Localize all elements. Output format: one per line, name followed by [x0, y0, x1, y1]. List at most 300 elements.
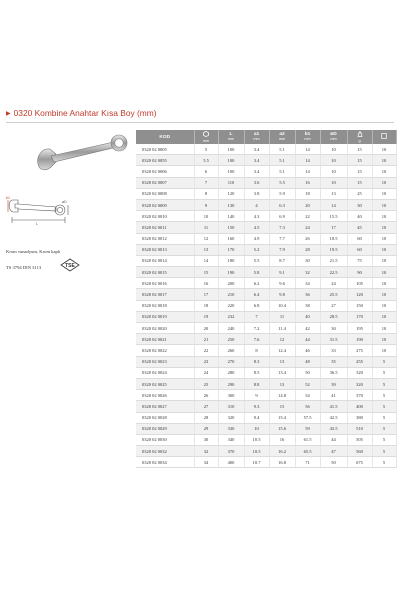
table-cell: 25 [347, 188, 372, 199]
table-cell: 5 [372, 367, 396, 378]
table-cell: 10 [372, 267, 396, 278]
table-cell: 26 [295, 233, 320, 244]
table-cell: 10 [372, 199, 396, 210]
table-cell: 3.4 [244, 155, 269, 166]
table-cell: 232 [218, 311, 244, 322]
product-code-cell: 0320 02 0030 [136, 434, 194, 445]
table-cell: 15 [194, 267, 218, 278]
table-cell: 340 [218, 434, 244, 445]
table-cell: 30 [295, 255, 320, 266]
table-cell: 24 [194, 367, 218, 378]
product-code-cell: 0320 02 0008 [136, 188, 194, 199]
table-cell: 10 [372, 300, 396, 311]
table-row [136, 278, 396, 289]
product-code-cell: 0320 02 0014 [136, 255, 194, 266]
column-header-unit: mm [227, 137, 235, 141]
product-code-cell: 0320 02 0015 [136, 267, 194, 278]
table-cell: 220 [218, 300, 244, 311]
table-cell: 5 [372, 412, 396, 423]
table-cell: 5.5 [269, 177, 295, 188]
column-header-unit: mm [304, 137, 311, 141]
table-cell: 5 [372, 378, 396, 389]
package-box-icon [381, 133, 387, 139]
table-cell: 5.2 [244, 244, 269, 255]
table-row [136, 188, 396, 199]
table-cell: 11 [269, 311, 295, 322]
table-row [136, 233, 396, 244]
table-cell: 28 [295, 244, 320, 255]
table-cell: 42 [295, 323, 320, 334]
table-cell: 4.5 [244, 222, 269, 233]
table-cell: 180 [218, 255, 244, 266]
table-cell: 14 [295, 144, 320, 155]
table-cell: 150 [218, 222, 244, 233]
table-cell: 65.5 [295, 446, 320, 457]
product-code-cell: 0320 02 0012 [136, 233, 194, 244]
table-cell: 8.8 [244, 378, 269, 389]
table-cell: 60 [347, 233, 372, 244]
table-cell: 14.8 [269, 390, 295, 401]
table-cell: 240 [218, 323, 244, 334]
column-header-label: b1 [304, 132, 311, 137]
table-cell: 32 [194, 446, 218, 457]
table-row [136, 356, 396, 367]
table-cell: 195 [347, 323, 372, 334]
table-cell: 505 [347, 434, 372, 445]
specification-table [136, 130, 397, 468]
table-cell: 10 [372, 177, 396, 188]
table-cell: 250 [218, 334, 244, 345]
table-cell: 16 [269, 434, 295, 445]
table-cell: 10 [320, 166, 347, 177]
table-row [136, 199, 396, 210]
table-cell: 100 [218, 144, 244, 155]
product-code-cell: 0320 02 0021 [136, 334, 194, 345]
table-cell: 16.8 [269, 457, 295, 468]
table-cell: 16 [194, 278, 218, 289]
hex-size-icon [203, 131, 209, 137]
table-cell: 10 [372, 255, 396, 266]
table-cell: 22.5 [320, 267, 347, 278]
table-cell: 16.2 [269, 446, 295, 457]
table-cell: 22 [295, 211, 320, 222]
table-cell: 5 [372, 356, 396, 367]
table-cell: 3.4 [244, 144, 269, 155]
table-cell: 10 [372, 222, 396, 233]
table-cell: 5 [372, 423, 396, 434]
table-row [136, 244, 396, 255]
table-cell: 105 [347, 278, 372, 289]
table-cell: 5 [372, 446, 396, 457]
column-header-unit: mm [202, 138, 210, 143]
table-cell: 5.1 [269, 144, 295, 155]
table-cell: 43.5 [320, 423, 347, 434]
product-code-cell: 0320 02 0028 [136, 412, 194, 423]
table-row [136, 434, 396, 445]
table-cell: 5.1 [269, 155, 295, 166]
table-cell: 310 [218, 401, 244, 412]
table-cell: 60 [347, 244, 372, 255]
table-cell: 6.2 [244, 278, 269, 289]
product-code-cell: 0320 02 0020 [136, 323, 194, 334]
weight-icon [357, 131, 363, 137]
product-title-text: 0320 Kombine Anahtar Kısa Boy (mm) [13, 108, 157, 118]
table-cell: 190 [218, 267, 244, 278]
table-cell: 10 [372, 155, 396, 166]
table-cell: 52 [295, 378, 320, 389]
table-cell: 10 [372, 166, 396, 177]
product-code-cell: 0320 02 0017 [136, 289, 194, 300]
table-cell: 675 [347, 457, 372, 468]
column-header-label: a1 [253, 132, 260, 137]
table-row [136, 446, 396, 457]
table-cell: 25 [194, 378, 218, 389]
table-cell: 5.9 [269, 188, 295, 199]
column-header-8 [372, 130, 396, 144]
table-cell: 9 [194, 199, 218, 210]
table-cell: 42.5 [320, 412, 347, 423]
product-code-cell: 0320 02 0006 [136, 166, 194, 177]
table-cell: 16 [295, 177, 320, 188]
table-cell: 13 [320, 188, 347, 199]
table-cell: 11.4 [269, 323, 295, 334]
product-code-cell: 0320 02 0024 [136, 367, 194, 378]
table-cell: 44 [320, 434, 347, 445]
table-cell: 400 [347, 401, 372, 412]
table-cell: 13 [269, 356, 295, 367]
table-cell: 8 [194, 188, 218, 199]
table-cell: 15 [347, 177, 372, 188]
table-cell: 44 [295, 334, 320, 345]
table-cell: 10 [372, 345, 396, 356]
table-row [136, 311, 396, 322]
table-cell: 5 [372, 457, 396, 468]
table-cell: 14 [320, 199, 347, 210]
wrench-dimension-drawing-icon [6, 190, 70, 228]
table-cell: 260 [218, 345, 244, 356]
table-cell: 31.5 [320, 334, 347, 345]
table-cell: 13.4 [269, 367, 295, 378]
table-cell: 18 [295, 188, 320, 199]
product-code-cell: 0320 02 0026 [136, 390, 194, 401]
product-code-cell: 0320 02 0005 [136, 144, 194, 155]
table-cell: 10 [372, 323, 396, 334]
table-cell: 275 [347, 345, 372, 356]
material-text: Krom vanadyum, Krom kaplı [6, 249, 61, 254]
table-cell: 8.3 [244, 356, 269, 367]
table-cell: 9.8 [269, 289, 295, 300]
table-cell: 17 [194, 289, 218, 300]
column-header-4 [269, 130, 295, 144]
table-cell: 6.9 [269, 211, 295, 222]
title-divider [6, 122, 394, 123]
table-cell: 21 [194, 334, 218, 345]
table-cell: 54 [295, 390, 320, 401]
table-cell: 57.5 [295, 412, 320, 423]
table-cell: 38 [295, 300, 320, 311]
table-cell: 4.3 [244, 211, 269, 222]
column-header-unit: mm [278, 137, 286, 141]
product-code-cell: 0320 02 0019 [136, 311, 194, 322]
table-cell: 41 [320, 390, 347, 401]
table-cell: 9.4 [244, 412, 269, 423]
product-code-cell: 0320 02 0018 [136, 300, 194, 311]
table-cell: 14 [295, 155, 320, 166]
table-cell: 120 [347, 289, 372, 300]
table-cell: 280 [218, 367, 244, 378]
table-cell: 320 [347, 378, 372, 389]
table-cell: 3.8 [244, 188, 269, 199]
table-cell: 5.5 [244, 255, 269, 266]
table-row [136, 378, 396, 389]
product-code-cell: 0320 02 0027 [136, 401, 194, 412]
table-row [136, 390, 396, 401]
table-header-row [136, 130, 396, 144]
product-code-cell: 0320 02 0025 [136, 378, 194, 389]
table-row [136, 255, 396, 266]
table-cell: 10 [372, 334, 396, 345]
product-code-cell: 0320 02 0016 [136, 278, 194, 289]
table-cell: 150 [347, 300, 372, 311]
table-cell: 25.5 [320, 289, 347, 300]
table-cell: 170 [347, 311, 372, 322]
table-cell: 28 [194, 412, 218, 423]
column-header-1 [194, 130, 218, 144]
table-cell: 255 [347, 356, 372, 367]
column-header-6 [320, 130, 347, 144]
table-cell: 10 [372, 289, 396, 300]
table-cell: 270 [218, 356, 244, 367]
table-cell: 3.6 [244, 177, 269, 188]
table-cell: 510 [347, 423, 372, 434]
product-code-cell: 0320 02 0022 [136, 345, 194, 356]
table-row [136, 155, 396, 166]
table-cell: 41.5 [320, 401, 347, 412]
table-cell: 4.9 [244, 233, 269, 244]
product-code-cell: 0320 02 0009 [136, 199, 194, 210]
table-cell: 26 [194, 390, 218, 401]
table-cell: 47 [320, 446, 347, 457]
product-code-cell: 0320 02 0032 [136, 446, 194, 457]
table-cell: 6.8 [244, 300, 269, 311]
table-body [136, 144, 396, 468]
column-header-7 [347, 130, 372, 144]
table-row [136, 401, 396, 412]
table-cell: 15 [269, 401, 295, 412]
table-cell: 300 [218, 390, 244, 401]
column-header-unit: mm [330, 137, 337, 141]
table-cell: 12 [194, 233, 218, 244]
title-bullet-icon: ▶ [6, 111, 11, 117]
table-cell: 100 [218, 166, 244, 177]
table-row [136, 289, 396, 300]
table-cell: 6.3 [269, 199, 295, 210]
table-cell: 400 [218, 457, 244, 468]
column-header-5 [295, 130, 320, 144]
table-row [136, 267, 396, 278]
table-cell: 6.4 [244, 289, 269, 300]
column-header-label: a2 [279, 132, 285, 137]
table-cell: 190 [347, 334, 372, 345]
table-cell: 17 [320, 222, 347, 233]
table-cell: 11 [194, 222, 218, 233]
column-header-unit: mm [253, 137, 260, 141]
table-cell: 14 [295, 166, 320, 177]
table-cell: 5 [372, 434, 396, 445]
table-cell: 130 [218, 199, 244, 210]
table-cell: 14 [194, 255, 218, 266]
table-cell: 10 [320, 177, 347, 188]
table-cell: 8.5 [244, 367, 269, 378]
table-row [136, 211, 396, 222]
column-header-label: øD [330, 132, 337, 137]
table-cell: 5 [372, 401, 396, 412]
table-cell: 33 [320, 345, 347, 356]
table-cell: 34 [194, 457, 218, 468]
table-cell: 10 [372, 278, 396, 289]
table-cell: 18.5 [320, 233, 347, 244]
table-cell: 46 [295, 345, 320, 356]
table-cell: 18 [194, 300, 218, 311]
table-row [136, 323, 396, 334]
tse-logo-icon [60, 258, 80, 272]
table-cell: 15.6 [269, 423, 295, 434]
table-cell: 10 [194, 211, 218, 222]
table-cell: 370 [218, 446, 244, 457]
table-cell: 10 [320, 144, 347, 155]
table-cell: 10.4 [269, 300, 295, 311]
column-header-unit: g [358, 138, 361, 143]
table-row [136, 367, 396, 378]
column-header-2 [218, 130, 244, 144]
table-cell: 12.4 [269, 345, 295, 356]
table-cell: 170 [218, 244, 244, 255]
table-cell: 10 [372, 311, 396, 322]
table-cell: 10 [372, 244, 396, 255]
table-cell: 9.1 [269, 267, 295, 278]
table-cell: 200 [218, 278, 244, 289]
table-cell: 28.5 [320, 311, 347, 322]
table-cell: 75 [347, 255, 372, 266]
svg-text:b1: b1 [6, 196, 10, 200]
table-cell: 10.7 [244, 457, 269, 468]
table-cell: 56 [295, 401, 320, 412]
table-cell: 21.5 [320, 255, 347, 266]
table-cell: 9 [244, 390, 269, 401]
table-cell: 15.4 [269, 412, 295, 423]
table-cell: 8 [244, 345, 269, 356]
table-cell: 15 [347, 166, 372, 177]
table-cell: 10 [320, 155, 347, 166]
standard-text: TS 3794 DIN 3113 [6, 265, 42, 270]
table-cell: 12 [269, 334, 295, 345]
table-cell: 100 [218, 155, 244, 166]
table-cell: 36.5 [320, 367, 347, 378]
table-cell: 15.5 [320, 211, 347, 222]
table-cell: 6 [194, 166, 218, 177]
table-cell: 160 [218, 233, 244, 244]
table-row [136, 412, 396, 423]
product-code-cell: 0320 02 0010 [136, 211, 194, 222]
table-cell: 39 [320, 378, 347, 389]
column-header-label: L [229, 132, 233, 137]
table-cell: 50 [320, 457, 347, 468]
table-cell: 30 [320, 323, 347, 334]
table-cell: 59 [295, 423, 320, 434]
table-row [136, 166, 396, 177]
product-code-cell: 0320 02 0011 [136, 222, 194, 233]
table-cell: 24 [320, 278, 347, 289]
table-row [136, 334, 396, 345]
table-cell: 24 [295, 222, 320, 233]
table-row [136, 423, 396, 434]
table-cell: 5.5 [194, 155, 218, 166]
table-cell: 9.6 [269, 278, 295, 289]
table-row [136, 177, 396, 188]
table-cell: 7 [194, 177, 218, 188]
table-cell: 7.2 [244, 323, 269, 334]
table-cell: 29 [194, 423, 218, 434]
table-cell: 30 [347, 199, 372, 210]
svg-text:øD: øD [62, 200, 67, 204]
column-header-label: KOD [159, 134, 171, 140]
table-cell: 8.7 [269, 255, 295, 266]
product-title [6, 108, 157, 118]
table-cell: 380 [347, 412, 372, 423]
wrench-photo-icon [34, 134, 130, 176]
table-cell: 5 [372, 390, 396, 401]
table-cell: 7.6 [244, 334, 269, 345]
table-cell: 50 [295, 367, 320, 378]
product-code-cell: 0320 02 0034 [136, 457, 194, 468]
table-cell: 13 [194, 244, 218, 255]
table-cell: 27 [194, 401, 218, 412]
table-cell: 9.3 [244, 401, 269, 412]
table-cell: 290 [218, 378, 244, 389]
table-cell: 20 [194, 323, 218, 334]
table-cell: 40 [347, 211, 372, 222]
table-cell: 15 [347, 155, 372, 166]
table-cell: 48 [295, 356, 320, 367]
table-row [136, 457, 396, 468]
table-row [136, 144, 396, 155]
table-row [136, 222, 396, 233]
table-cell: 45 [347, 222, 372, 233]
table-cell: 7.7 [269, 233, 295, 244]
table-cell: 210 [218, 289, 244, 300]
product-code-cell: 0320 02 0055 [136, 155, 194, 166]
product-code-cell: 0320 02 0023 [136, 356, 194, 367]
product-code-cell: 0320 02 0029 [136, 423, 194, 434]
column-header-3 [244, 130, 269, 144]
table-cell: 4 [244, 199, 269, 210]
table-cell: 320 [347, 367, 372, 378]
table-cell: 7.3 [269, 222, 295, 233]
table-cell: 5.8 [244, 267, 269, 278]
table-cell: 140 [218, 211, 244, 222]
table-row [136, 345, 396, 356]
table-cell: 10 [372, 211, 396, 222]
table-cell: 10 [372, 188, 396, 199]
product-code-cell: 0320 02 0007 [136, 177, 194, 188]
table-cell: 320 [218, 412, 244, 423]
table-cell: 560 [347, 446, 372, 457]
table-cell: 330 [218, 423, 244, 434]
table-cell: 61.5 [295, 434, 320, 445]
table-cell: 7.9 [269, 244, 295, 255]
table-cell: 34 [295, 278, 320, 289]
table-cell: 10 [372, 144, 396, 155]
